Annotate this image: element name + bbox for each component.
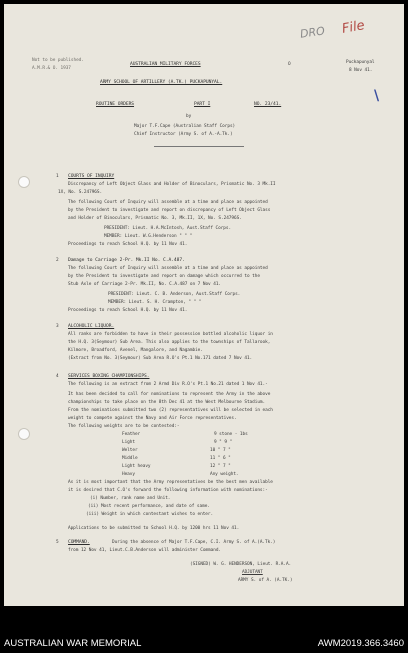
signatory-role: ADJUTANT — [242, 570, 263, 575]
paragraph-line: The following is an extract from 2 Armd Div R.O's Pt.1 No.21 dated 1 Nov 41.- — [68, 382, 268, 387]
officer-appointment: Chief Instructor (Army S. of A.-A.Tk.) — [134, 132, 233, 137]
weight-class-limit: 9 stone - 1bs — [214, 432, 248, 437]
paragraph-line: by the President to investigate and report on discrepancy of Left Object Glass — [68, 208, 271, 213]
requirement-item: (i) Number, rank name and Unit. — [90, 496, 171, 501]
section-title: COURTS OF INQUIRY — [68, 174, 115, 179]
section-number: 5 — [56, 540, 59, 545]
paragraph-line: The following Court of Inquiry will assemble at a time and place as appointed — [68, 200, 268, 205]
paragraph-line: As it is most important that the Army representatives be the best men available — [68, 480, 273, 485]
organisation-title: AUSTRALIAN MILITARY FORCES — [130, 62, 201, 67]
reference-code: A.M.R.& O. 1937 — [32, 66, 71, 71]
paragraph-line: Proceedings to reach School H.Q. by 11 Nov 41. — [68, 242, 188, 247]
signature-line: (SIGNED) W. G. HENDERSON, Lieut. R.A.A. — [190, 562, 292, 567]
paragraph-line: Stub Axle of Carriage 2-Pr. Mk.II, No. C.A.487 on 7 Nov 41. — [68, 282, 222, 287]
signatory-unit: ARMY S. of A. (A.TK.) — [238, 578, 293, 583]
paragraph-line: From the nominations submitted two (2) representatives will be selected in each — [68, 408, 273, 413]
paragraph-line: Proceedings to reach School H.Q. by 11 Nov 41. — [68, 308, 188, 313]
paragraph-line: Discrepancy of Left Object Glass and Holder of Binoculars, Prismatic No. 3 Mk.II — [68, 182, 276, 187]
weight-class-limit: 12 " 7 " — [210, 464, 231, 469]
pencil-annotation-dro: DRO — [299, 24, 326, 41]
paragraph-line: weight to compete against the Navy and Air Force representatives. — [68, 416, 237, 421]
archive-footer — [0, 606, 408, 653]
weight-class-name: Feather — [122, 432, 141, 437]
section-title: SERVICES BOXING CHAMPIONSHIPS. — [68, 374, 150, 379]
weight-class-name: Light heavy — [122, 464, 151, 469]
paragraph-line: it is desired that C.O's forward the following information with nominations:- — [68, 488, 268, 493]
paragraph-line: The following Court of Inquiry will assemble at a time and place as appointed — [68, 266, 268, 271]
requirement-item: (ii) Most recent performance, and date of same. — [88, 504, 210, 509]
section-title: Damage to Carriage 2-Pr. Mk.II No. C.A.487. — [68, 258, 185, 263]
paragraph-line: from 12 Nov 41, Lieut.C.B.Anderson will administer Command. — [68, 548, 222, 553]
document-page — [4, 4, 404, 606]
paragraph-line: Kilmore, Broadford, Avenel, Mangalore, and Nagambie. — [68, 348, 203, 353]
paragraph-line: It has been decided to call for nominations to represent the Army in the above — [68, 392, 271, 397]
weight-class-name: Light — [122, 440, 135, 445]
section-number: 1 — [56, 174, 59, 179]
order-number: NO. 23/41. — [254, 102, 282, 107]
location: Puckapunyal — [346, 60, 375, 65]
punch-hole — [18, 176, 30, 188]
part-label: PART I — [194, 102, 211, 107]
paragraph-line: During the absence of Major T.F.Cape, C.I. Army S. of A.(A.Tk.) — [112, 540, 276, 545]
requirement-item: (iii) Weight in which contestant wishes to enter. — [86, 512, 214, 517]
separator-line — [154, 146, 244, 147]
orders-title: ROUTINE ORDERS — [96, 102, 135, 107]
paragraph-line: and Holder of Binoculars, Prismatic No. 3, Mk.II, 1X, No. S.24796S. — [68, 216, 242, 221]
paragraph-line: the H.Q. 3(Seymour) Sub Area. This also applies to the townships of Tallarook, — [68, 340, 271, 345]
member-line: MEMBER: Lieut. S. H. Crampton, " " " — [108, 300, 202, 305]
issue-date: 8 Nov 41. — [349, 68, 373, 73]
sheet-mark: O — [288, 62, 291, 67]
paragraph-line: The following weights are to be contested:- — [68, 424, 180, 429]
punch-hole — [18, 428, 30, 440]
archive-name: AUSTRALIAN WAR MEMORIAL — [4, 638, 142, 649]
weight-class-name: Heavy — [122, 472, 135, 477]
section-number: 4 — [56, 374, 59, 379]
paragraph-line: Applications to be submitted to School H.Q. by 1200 hrs 11 Nov 41. — [68, 526, 240, 531]
member-line: MEMBER: Lieut. W.G.Henderson " " " — [104, 234, 193, 239]
paragraph-line: (Extract from No. 3(Seymour) Sub Area R.O's Pt.1 No.171 dated 7 Nov 41. — [68, 356, 253, 361]
president-line: PRESIDENT: Lieut. C. B. Anderson, Aust.Staff Corps. — [108, 292, 241, 297]
section-number: 2 — [56, 258, 59, 263]
school-title: ARMY SCHOOL OF ARTILLERY (A.TK.) PUCKAPUNYAL. — [100, 80, 223, 85]
weight-class-limit: 10 " 7 " — [210, 448, 231, 453]
section-number: 3 — [56, 324, 59, 329]
weight-class-name: Welter — [122, 448, 138, 453]
president-line: PRESIDENT: Lieut. H.A.McIntosh, Aust.Staff Corps. — [104, 226, 232, 231]
pen-mark: \ — [374, 88, 380, 104]
paragraph-line: by the President to investigate and report on damage which occurred to the — [68, 274, 260, 279]
weight-class-limit: 11 " 6 " — [210, 456, 231, 461]
weight-class-limit: Any weight. — [210, 472, 239, 477]
by-label: by — [186, 114, 192, 119]
pen-annotation-file: File — [340, 18, 366, 37]
archive-accession-number: AWM2019.366.3460 — [317, 638, 404, 649]
distribution-note: Not to be published. — [32, 58, 84, 63]
paragraph-line: championships to take place on the 8th Dec 41 at the West Melbourne Stadium. — [68, 400, 266, 405]
paragraph-line: All ranks are forbidden to have in their possession bottled alcoholic liquor in — [68, 332, 273, 337]
weight-class-limit: 9 " 9 " — [214, 440, 233, 445]
weight-class-name: Middle — [122, 456, 138, 461]
issuing-officer: Major T.F.Cape (Australian Staff Corps) — [134, 124, 236, 129]
section-title: ALCOHOLIC LIQUOR. — [68, 324, 115, 329]
section-title: COMMAND. — [68, 540, 90, 545]
paragraph-line: 1X, No. S.24796S. — [58, 190, 103, 195]
